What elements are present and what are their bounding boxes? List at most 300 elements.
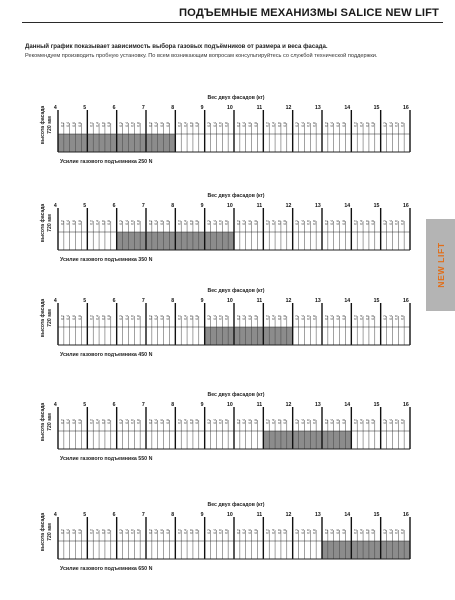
minor-tick-label: 0,4 [330, 529, 335, 534]
minor-tick-label: 0,6 [130, 419, 135, 424]
minor-tick-label: 0,2 [382, 122, 387, 127]
minor-tick-label: 0,4 [154, 315, 159, 320]
minor-tick-label: 0,4 [124, 122, 129, 127]
minor-tick-label: 0,4 [124, 529, 129, 534]
y-axis-label-line2: 720 мм [47, 116, 53, 134]
minor-tick-label: 0,6 [306, 529, 311, 534]
major-tick-label: 7 [141, 512, 145, 518]
minor-tick-label: 0,6 [365, 220, 370, 225]
minor-tick-label: 0,4 [242, 315, 247, 320]
weight-chart-5 [39, 501, 410, 572]
minor-tick-label: 0,4 [330, 419, 335, 424]
minor-tick-label: 0,2 [353, 315, 358, 320]
minor-tick-label: 0,6 [394, 419, 399, 424]
minor-tick-label: 0,8 [371, 122, 376, 127]
minor-tick-label: 0,6 [101, 529, 106, 534]
minor-tick-label: 0,2 [177, 122, 182, 127]
minor-tick-label: 0,6 [394, 122, 399, 127]
major-tick-label: 12 [285, 105, 292, 111]
major-tick-label: 9 [200, 402, 204, 408]
minor-tick-label: 0,6 [248, 529, 252, 534]
minor-tick-label: 0,2 [236, 122, 241, 127]
minor-tick-label: 0,6 [101, 419, 106, 424]
minor-tick-label: 0,4 [300, 220, 305, 225]
minor-tick-label: 0,6 [277, 122, 282, 127]
minor-tick-label: 0,2 [118, 529, 123, 534]
minor-tick-label: 0,4 [388, 122, 393, 127]
minor-tick-label: 0,4 [359, 419, 364, 424]
major-tick-label: 7 [141, 203, 145, 209]
major-tick-label: 6 [112, 203, 116, 209]
minor-tick-label: 0,8 [136, 122, 141, 127]
minor-tick-label: 0,6 [277, 220, 282, 225]
major-tick-label: 12 [285, 298, 292, 304]
minor-tick-label: 0,8 [371, 529, 376, 534]
major-tick-label: 9 [200, 203, 204, 209]
major-tick-label: 15 [373, 203, 380, 209]
minor-tick-label: 0,2 [236, 419, 241, 424]
y-axis-label-line1: высота фасада [40, 402, 46, 442]
major-tick-label: 8 [171, 105, 175, 111]
minor-tick-label: 0,6 [160, 315, 164, 320]
major-tick-label: 10 [227, 298, 233, 304]
major-tick-label: 12 [285, 203, 292, 209]
minor-tick-label: 0,4 [388, 419, 393, 424]
minor-tick-label: 0,6 [365, 122, 370, 127]
minor-tick-label: 0,4 [300, 529, 305, 534]
minor-tick-label: 0,4 [388, 315, 393, 320]
minor-tick-label: 0,2 [265, 122, 270, 127]
minor-tick-label: 0,6 [306, 122, 311, 127]
minor-tick-label: 0,8 [253, 315, 258, 320]
major-tick-label: 14 [344, 105, 351, 111]
minor-tick-label: 0,6 [306, 315, 311, 320]
minor-tick-label: 0,4 [95, 419, 100, 424]
minor-tick-label: 0,6 [101, 220, 106, 225]
minor-tick-label: 0,8 [224, 529, 229, 534]
minor-tick-label: 0,2 [324, 122, 329, 127]
minor-tick-label: 0,8 [165, 122, 170, 127]
minor-tick-label: 0,2 [89, 122, 94, 127]
minor-tick-label: 0,4 [183, 315, 188, 320]
minor-tick-label: 0,8 [165, 315, 170, 320]
major-tick-label: 13 [315, 105, 321, 111]
minor-tick-label: 0,4 [95, 529, 100, 534]
minor-tick-label: 0,8 [400, 529, 405, 534]
minor-tick-label: 0,4 [300, 315, 305, 320]
y-axis-label-line1: высота фасада [40, 105, 46, 145]
minor-tick-label: 0,4 [271, 220, 276, 225]
major-tick-label: 5 [83, 203, 87, 209]
minor-tick-label: 0,4 [66, 220, 71, 225]
minor-tick-label: 0,8 [107, 529, 112, 534]
minor-tick-label: 0,2 [206, 220, 211, 225]
minor-tick-label: 0,4 [95, 220, 100, 225]
minor-tick-label: 0,2 [353, 122, 358, 127]
minor-tick-label: 0,2 [294, 419, 299, 424]
minor-tick-label: 0,4 [95, 122, 100, 127]
major-tick-label: 7 [141, 402, 145, 408]
major-tick-label: 15 [373, 298, 380, 304]
minor-tick-label: 0,2 [353, 220, 358, 225]
minor-tick-label: 0,6 [248, 315, 252, 320]
minor-tick-label: 0,6 [306, 419, 311, 424]
major-tick-label: 10 [227, 402, 233, 408]
minor-tick-label: 0,8 [195, 220, 200, 225]
minor-tick-label: 0,2 [324, 315, 329, 320]
minor-tick-label: 0,4 [124, 419, 129, 424]
minor-tick-label: 0,4 [212, 419, 217, 424]
minor-tick-label: 0,8 [107, 122, 112, 127]
minor-tick-label: 0,4 [330, 220, 335, 225]
minor-tick-label: 0,2 [324, 529, 329, 534]
minor-tick-label: 0,6 [277, 419, 282, 424]
chart-caption: Усилие газового подъемника 550 N [60, 456, 153, 462]
y-axis-label-line2: 720 мм [47, 309, 53, 327]
minor-tick-label: 0,8 [341, 419, 346, 424]
minor-tick-label: 0,6 [365, 315, 370, 320]
major-tick-label: 16 [403, 512, 409, 518]
minor-tick-label: 0,8 [341, 220, 346, 225]
minor-tick-label: 0,2 [294, 529, 299, 534]
range-bar [322, 541, 410, 559]
y-axis-label [39, 299, 53, 338]
minor-tick-label: 0,6 [72, 220, 76, 225]
minor-tick-label: 0,6 [277, 315, 282, 320]
minor-tick-label: 0,8 [107, 220, 112, 225]
major-tick-label: 4 [53, 105, 57, 111]
minor-tick-label: 0,4 [183, 419, 188, 424]
minor-tick-label: 0,8 [195, 122, 200, 127]
minor-tick-label: 0,8 [341, 315, 346, 320]
major-tick-label: 13 [315, 298, 321, 304]
minor-tick-label: 0,8 [312, 122, 317, 127]
minor-tick-label: 0,2 [382, 529, 387, 534]
minor-tick-label: 0,8 [107, 419, 112, 424]
minor-tick-label: 0,8 [312, 419, 317, 424]
minor-tick-label: 0,2 [206, 419, 211, 424]
minor-tick-label: 0,2 [236, 529, 241, 534]
minor-tick-label: 0,8 [283, 122, 288, 127]
minor-tick-label: 0,8 [136, 315, 141, 320]
minor-tick-label: 0,8 [312, 529, 317, 534]
major-tick-label: 14 [344, 298, 351, 304]
minor-tick-label: 0,4 [242, 419, 247, 424]
minor-tick-label: 0,8 [283, 220, 288, 225]
major-tick-label: 8 [171, 298, 175, 304]
minor-tick-label: 0,8 [283, 529, 288, 534]
major-tick-label: 11 [256, 203, 263, 209]
minor-tick-label: 0,2 [382, 220, 387, 225]
minor-tick-label: 0,6 [365, 529, 370, 534]
chart-caption: Усилие газового подъемника 350 N [60, 257, 153, 263]
minor-tick-label: 0,6 [394, 529, 399, 534]
minor-tick-label: 0,2 [324, 419, 329, 424]
minor-tick-label: 0,6 [336, 220, 340, 225]
minor-tick-label: 0,4 [330, 122, 335, 127]
minor-tick-label: 0,2 [206, 315, 211, 320]
weight-chart-4 [39, 391, 410, 462]
minor-tick-label: 0,8 [371, 315, 376, 320]
minor-tick-label: 0,4 [271, 529, 276, 534]
minor-tick-label: 0,6 [189, 529, 194, 534]
y-axis-label-line2: 720 мм [47, 214, 53, 232]
major-tick-label: 6 [112, 512, 116, 518]
major-tick-label: 10 [227, 512, 233, 518]
major-tick-label: 6 [112, 298, 116, 304]
major-tick-label: 5 [83, 402, 87, 408]
minor-tick-label: 0,8 [195, 529, 200, 534]
minor-tick-label: 0,4 [154, 529, 159, 534]
major-tick-label: 16 [403, 105, 409, 111]
minor-tick-label: 0,4 [212, 315, 217, 320]
minor-tick-label: 0,6 [336, 122, 340, 127]
chart-title: Вес двух фасадов (кг) [207, 288, 265, 294]
minor-tick-label: 0,8 [253, 419, 258, 424]
minor-tick-label: 0,2 [60, 220, 65, 225]
minor-tick-label: 0,4 [124, 220, 129, 225]
minor-tick-label: 0,4 [330, 315, 335, 320]
intro-text: Рекомендуем производить пробную установку. По всем возникающим вопросам консультируйтесь со службой технической поддержки. [25, 53, 378, 59]
major-tick-label: 8 [171, 203, 175, 209]
minor-tick-label: 0,2 [236, 315, 241, 320]
chart-title: Вес двух фасадов (кг) [207, 193, 265, 199]
major-tick-label: 8 [171, 402, 175, 408]
minor-tick-label: 0,4 [388, 529, 393, 534]
major-tick-label: 14 [344, 512, 351, 518]
major-tick-label: 5 [83, 105, 87, 111]
major-tick-label: 9 [200, 512, 204, 518]
minor-tick-label: 0,2 [382, 315, 387, 320]
page-title: ПОДЪЕМНЫЕ МЕХАНИЗМЫ SALICE NEW LIFT [179, 7, 439, 19]
minor-tick-label: 0,6 [160, 122, 164, 127]
minor-tick-label: 0,8 [224, 315, 229, 320]
minor-tick-label: 0,4 [154, 419, 159, 424]
minor-tick-label: 0,4 [359, 220, 364, 225]
minor-tick-label: 0,6 [72, 315, 76, 320]
minor-tick-label: 0,6 [72, 529, 76, 534]
major-tick-label: 6 [112, 105, 116, 111]
minor-tick-label: 0,2 [265, 419, 270, 424]
minor-tick-label: 0,2 [177, 220, 182, 225]
minor-tick-label: 0,2 [324, 220, 329, 225]
minor-tick-label: 0,2 [148, 122, 153, 127]
chart-caption: Усилие газового подъемника 650 N [60, 566, 153, 572]
minor-tick-label: 0,4 [271, 419, 276, 424]
minor-tick-label: 0,6 [72, 419, 76, 424]
major-tick-label: 12 [285, 512, 292, 518]
major-tick-label: 14 [344, 402, 351, 408]
minor-tick-label: 0,6 [365, 419, 370, 424]
minor-tick-label: 0,4 [359, 529, 364, 534]
minor-tick-label: 0,2 [148, 220, 153, 225]
minor-tick-label: 0,8 [253, 529, 258, 534]
y-axis-label-line1: высота фасада [40, 203, 46, 243]
y-axis-label [39, 403, 53, 442]
major-tick-label: 15 [373, 105, 380, 111]
major-tick-label: 9 [200, 105, 204, 111]
minor-tick-label: 0,6 [218, 220, 223, 225]
major-tick-label: 14 [344, 203, 351, 209]
minor-tick-label: 0,6 [277, 529, 282, 534]
minor-tick-label: 0,4 [388, 220, 393, 225]
major-tick-label: 9 [200, 298, 204, 304]
minor-tick-label: 0,8 [253, 122, 258, 127]
minor-tick-label: 0,6 [248, 419, 252, 424]
minor-tick-label: 0,8 [224, 220, 229, 225]
major-tick-label: 15 [373, 512, 380, 518]
minor-tick-label: 0,8 [400, 419, 405, 424]
minor-tick-label: 0,8 [165, 220, 170, 225]
minor-tick-label: 0,4 [271, 315, 276, 320]
minor-tick-label: 0,4 [66, 529, 71, 534]
major-tick-label: 4 [53, 402, 57, 408]
minor-tick-label: 0,8 [400, 122, 405, 127]
minor-tick-label: 0,6 [189, 315, 194, 320]
y-axis-label-line1: высота фасада [40, 298, 46, 338]
major-tick-label: 4 [53, 203, 57, 209]
minor-tick-label: 0,2 [265, 315, 270, 320]
minor-tick-label: 0,2 [118, 220, 123, 225]
major-tick-label: 13 [315, 203, 321, 209]
minor-tick-label: 0,2 [60, 122, 65, 127]
minor-tick-label: 0,6 [394, 220, 399, 225]
major-tick-label: 4 [53, 512, 57, 518]
minor-tick-label: 0,4 [154, 122, 159, 127]
intro-text-bold: Данный график показывает зависимость выбора газовых подъёмников от размера и веса фасада. [25, 43, 328, 50]
minor-tick-label: 0,8 [283, 315, 288, 320]
major-tick-label: 10 [227, 105, 233, 111]
major-tick-label: 5 [83, 512, 87, 518]
minor-tick-label: 0,6 [394, 315, 399, 320]
minor-tick-label: 0,6 [101, 122, 106, 127]
major-tick-label: 16 [403, 203, 409, 209]
minor-tick-label: 0,4 [359, 315, 364, 320]
minor-tick-label: 0,4 [154, 220, 159, 225]
minor-tick-label: 0,4 [359, 122, 364, 127]
minor-tick-label: 0,2 [118, 122, 123, 127]
minor-tick-label: 0,2 [265, 220, 270, 225]
minor-tick-label: 0,8 [224, 419, 229, 424]
minor-tick-label: 0,6 [189, 220, 194, 225]
minor-tick-label: 0,4 [242, 529, 247, 534]
minor-tick-label: 0,2 [206, 122, 211, 127]
major-tick-label: 11 [256, 105, 263, 111]
range-bar [205, 327, 293, 345]
minor-tick-label: 0,8 [224, 122, 229, 127]
minor-tick-label: 0,8 [136, 419, 141, 424]
minor-tick-label: 0,2 [236, 220, 241, 225]
minor-tick-label: 0,2 [60, 419, 65, 424]
minor-tick-label: 0,8 [77, 315, 82, 320]
minor-tick-label: 0,4 [66, 315, 71, 320]
minor-tick-label: 0,2 [89, 220, 94, 225]
minor-tick-label: 0,4 [183, 122, 188, 127]
major-tick-label: 7 [141, 298, 145, 304]
range-bar [263, 431, 351, 449]
minor-tick-label: 0,6 [130, 315, 135, 320]
minor-tick-label: 0,2 [206, 529, 211, 534]
minor-tick-label: 0,8 [371, 419, 376, 424]
minor-tick-label: 0,4 [212, 220, 217, 225]
minor-tick-label: 0,2 [148, 315, 153, 320]
minor-tick-label: 0,2 [118, 315, 123, 320]
minor-tick-label: 0,8 [165, 529, 170, 534]
major-tick-label: 7 [141, 105, 145, 111]
minor-tick-label: 0,2 [148, 419, 153, 424]
minor-tick-label: 0,4 [242, 220, 247, 225]
minor-tick-label: 0,2 [294, 220, 299, 225]
minor-tick-label: 0,8 [312, 220, 317, 225]
minor-tick-label: 0,6 [248, 220, 252, 225]
y-axis-label-line2: 720 мм [47, 523, 53, 541]
major-tick-label: 13 [315, 402, 321, 408]
minor-tick-label: 0,6 [248, 122, 252, 127]
minor-tick-label: 0,4 [212, 122, 217, 127]
minor-tick-label: 0,8 [195, 315, 200, 320]
minor-tick-label: 0,2 [353, 419, 358, 424]
minor-tick-label: 0,4 [124, 315, 129, 320]
minor-tick-label: 0,6 [101, 315, 106, 320]
minor-tick-label: 0,2 [265, 529, 270, 534]
minor-tick-label: 0,8 [371, 220, 376, 225]
minor-tick-label: 0,6 [336, 529, 340, 534]
minor-tick-label: 0,2 [294, 315, 299, 320]
y-axis-label [39, 513, 53, 552]
minor-tick-label: 0,8 [107, 315, 112, 320]
y-axis-label [39, 204, 53, 243]
minor-tick-label: 0,4 [183, 529, 188, 534]
minor-tick-label: 0,6 [130, 122, 135, 127]
major-tick-label: 13 [315, 512, 321, 518]
minor-tick-label: 0,6 [160, 529, 164, 534]
minor-tick-label: 0,4 [66, 122, 71, 127]
major-tick-label: 16 [403, 402, 409, 408]
minor-tick-label: 0,8 [77, 529, 82, 534]
chart-caption: Усилие газового подъемника 450 N [60, 352, 153, 358]
minor-tick-label: 0,2 [89, 419, 94, 424]
major-tick-label: 10 [227, 203, 233, 209]
minor-tick-label: 0,8 [400, 220, 405, 225]
major-tick-label: 11 [256, 512, 263, 518]
weight-chart-1 [39, 94, 410, 165]
minor-tick-label: 0,4 [212, 529, 217, 534]
minor-tick-label: 0,2 [60, 529, 65, 534]
minor-tick-label: 0,6 [189, 419, 194, 424]
minor-tick-label: 0,4 [66, 419, 71, 424]
major-tick-label: 6 [112, 402, 116, 408]
minor-tick-label: 0,6 [306, 220, 311, 225]
minor-tick-label: 0,8 [77, 419, 82, 424]
minor-tick-label: 0,6 [72, 122, 76, 127]
minor-tick-label: 0,8 [195, 419, 200, 424]
minor-tick-label: 0,8 [341, 122, 346, 127]
minor-tick-label: 0,6 [218, 315, 223, 320]
minor-tick-label: 0,2 [60, 315, 65, 320]
minor-tick-label: 0,8 [77, 122, 82, 127]
side-tab-label: NEW LIFT [435, 242, 446, 288]
major-tick-label: 5 [83, 298, 87, 304]
minor-tick-label: 0,8 [136, 529, 141, 534]
minor-tick-label: 0,6 [218, 529, 223, 534]
minor-tick-label: 0,6 [160, 419, 164, 424]
minor-tick-label: 0,8 [165, 419, 170, 424]
minor-tick-label: 0,6 [336, 419, 340, 424]
minor-tick-label: 0,6 [189, 122, 194, 127]
minor-tick-label: 0,4 [183, 220, 188, 225]
major-tick-label: 4 [53, 298, 57, 304]
minor-tick-label: 0,6 [130, 220, 135, 225]
